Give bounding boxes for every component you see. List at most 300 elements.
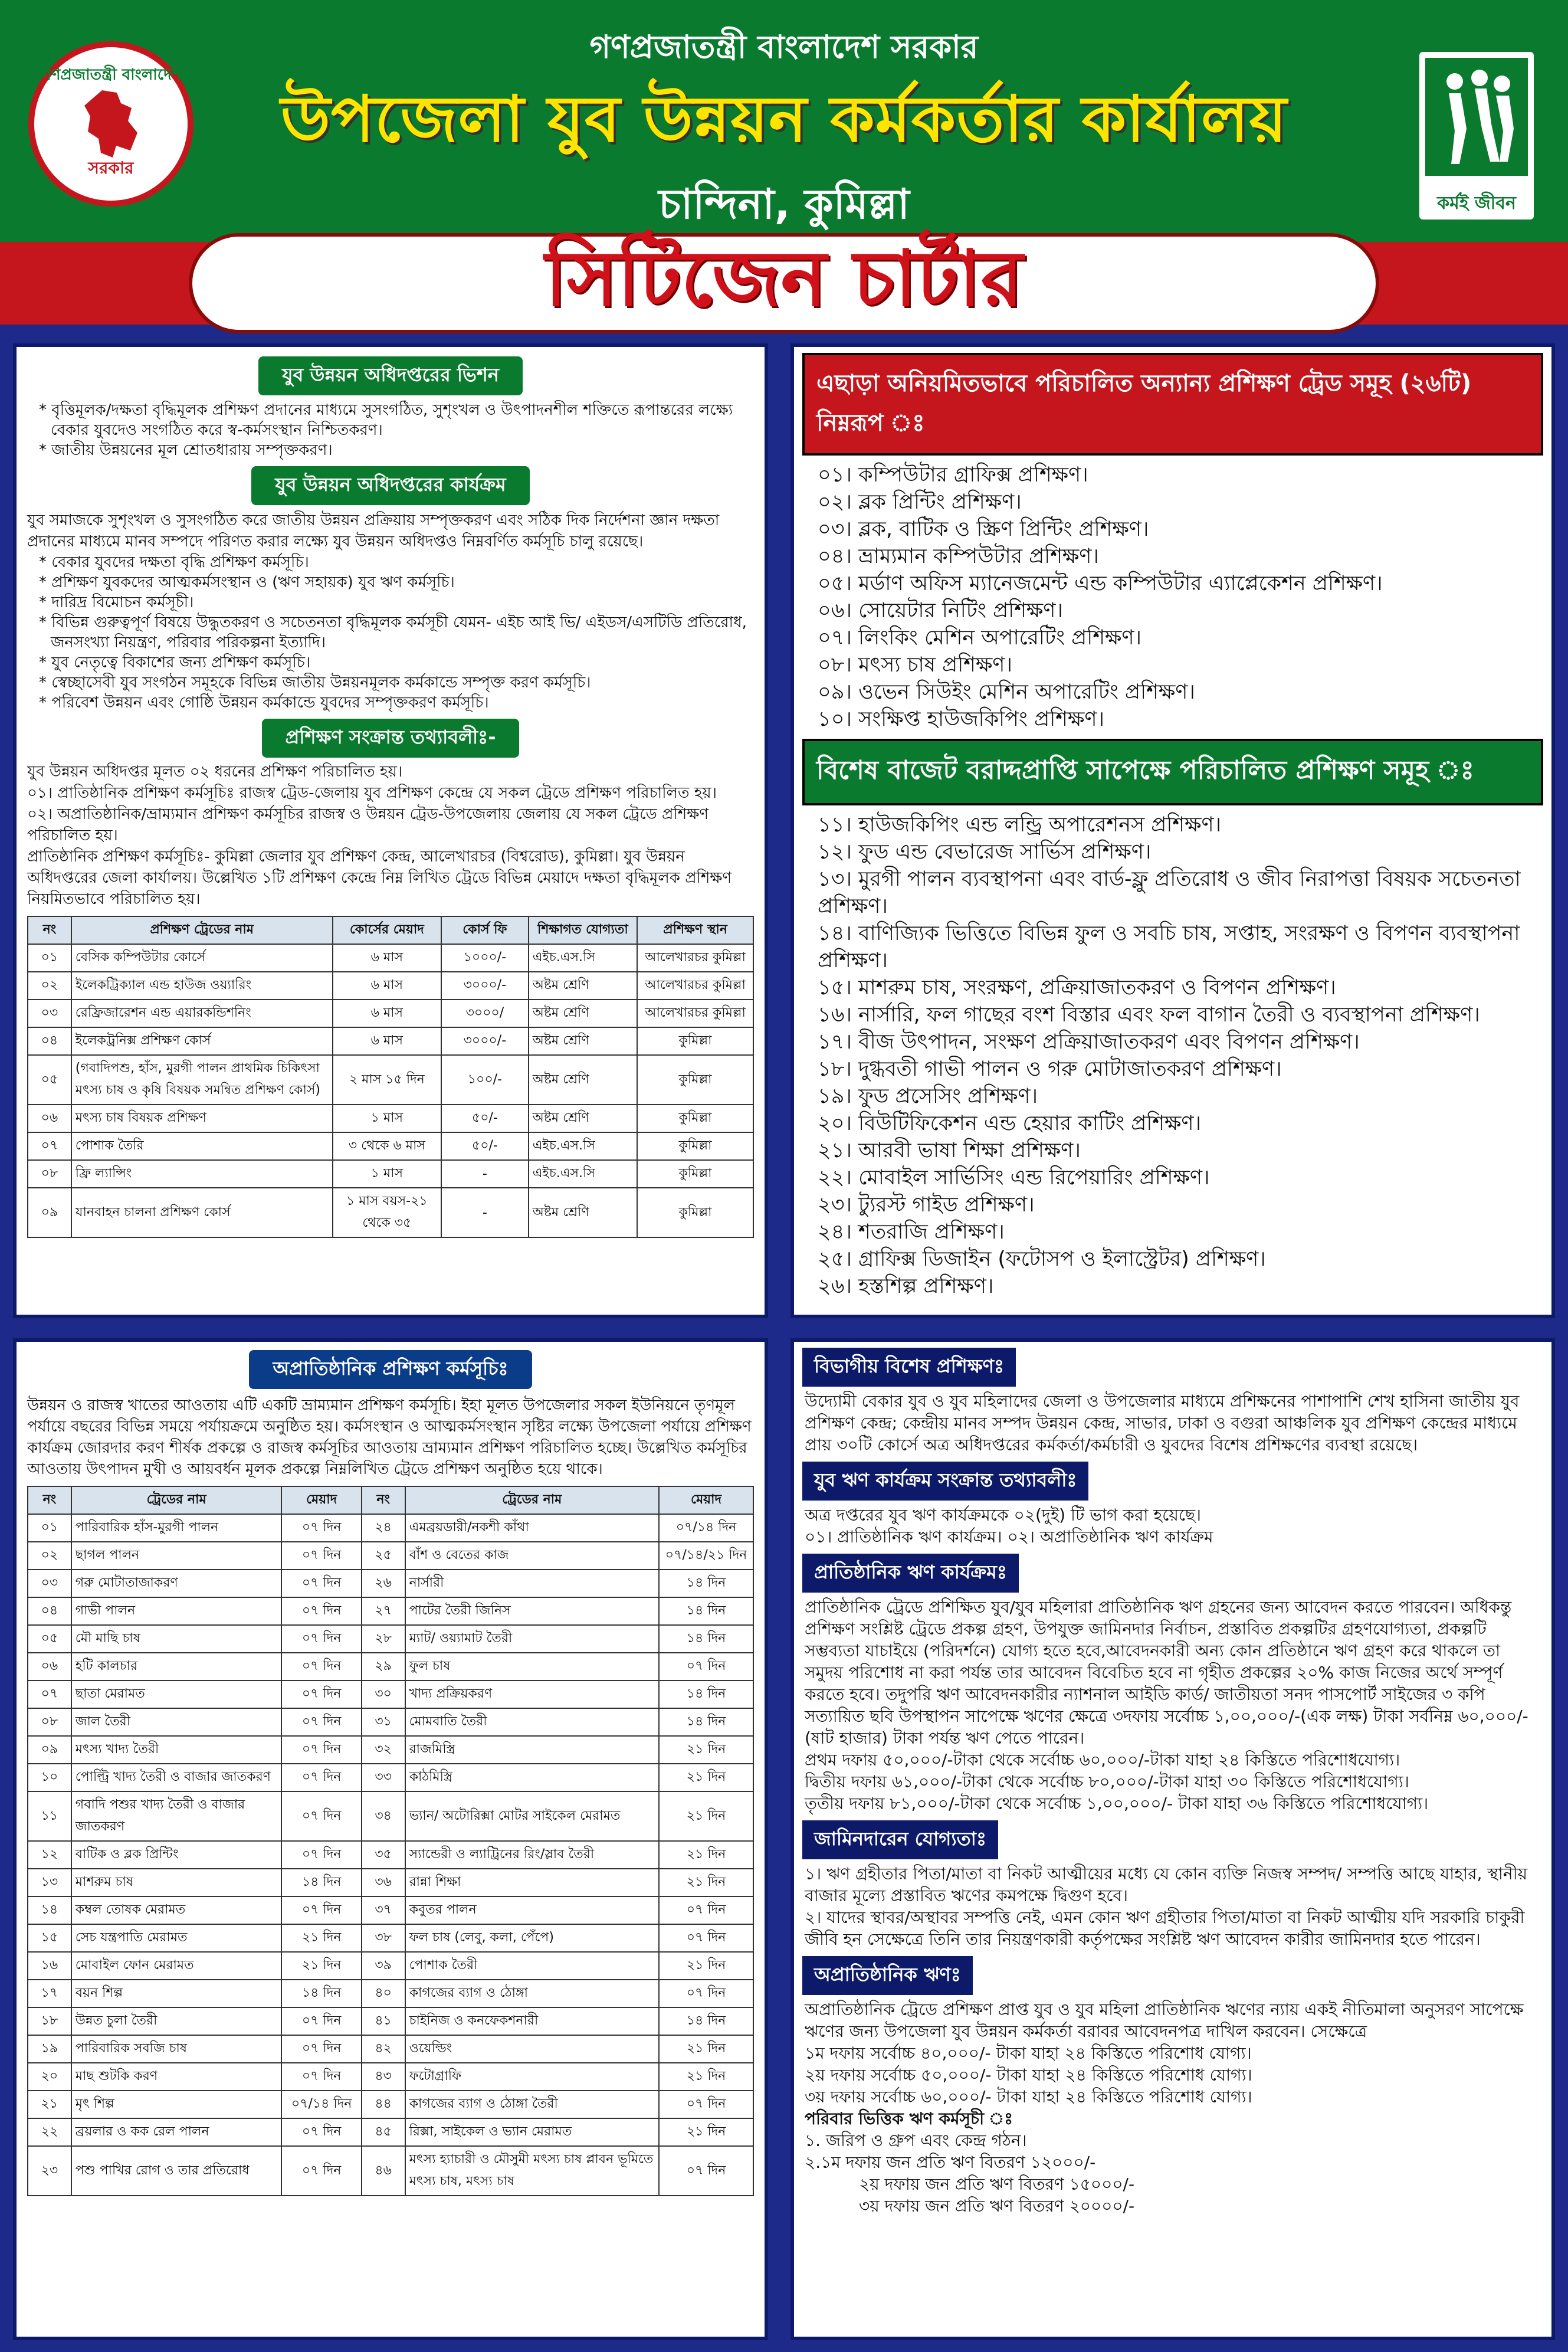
table-cell: মাছ শুটকি করণ <box>71 2063 282 2091</box>
trade-item: ০৮। মৎস্য চাষ প্রশিক্ষণ। <box>818 653 1012 677</box>
table-cell: ০৫ <box>28 1055 71 1105</box>
table-cell: ফল চাষ (লেবু, কলা, পেঁপে) <box>405 1924 660 1952</box>
guarantor-line: ১। ঋণ গ্রহীতার পিতা/মাতা বা নিকট আত্মীয়ের মধ্যে যে কোন ব্যক্তি নিজস্ব সম্পদ/ সম্পত্তি আছে যাহার, স্থানীয় বাজার মূল্যে প্রস্তাবিত ঋণের কমপক্ষে দ্বিগুণ হবে। <box>805 1864 1528 1905</box>
table-cell: কম্বল তোষক মেরামত <box>71 1896 282 1924</box>
special-training-item: ২৪। শতরাজি প্রশিক্ষণ। <box>818 1220 1005 1244</box>
table-cell: এইচ.এস.সি <box>529 1132 638 1160</box>
program-item: * বিভিন্ন গুরুত্বপূর্ণ বিষয়ে উদ্ধুতকরণ ও সচেতনতা বৃদ্ধিমূলক কর্মসূচী যেমন- এইচ আই ভি/ এইডস/এসটিডি প্রতিরোধ, জনসংখ্যা নিয়ন্ত্রণ, পরিবার পরিকল্পনা ইত্যাদি। <box>39 614 747 651</box>
citizen-charter-title: সিটিজেন চার্টার <box>544 233 1024 323</box>
table-row <box>28 1105 753 1132</box>
table-cell: ৩৯ <box>362 1952 405 1980</box>
table-cell: ০২ <box>28 972 71 1000</box>
table-row <box>28 1132 753 1160</box>
table-row <box>28 1708 753 1736</box>
table-row <box>28 1160 753 1188</box>
table-cell: স্যান্ডেরী ও ল্যাট্রিনের রিং/স্লাব তৈরী <box>405 1841 660 1869</box>
table-row <box>28 1869 753 1896</box>
table-cell: ০৭ দিন <box>281 1570 361 1597</box>
table-cell: ৫০/- <box>441 1105 529 1132</box>
table-cell: মোবাইল ফোন মেরামত <box>71 1952 282 1980</box>
col-header: নং <box>28 916 71 944</box>
table-cell: ৬ মাস <box>333 1027 442 1055</box>
vision-item: * বৃত্তিমূলক/দক্ষতা বৃদ্ধিমূলক প্রশিক্ষণ প্রদানের মাধ্যমে সুসংগঠিত, সুশৃংখল ও উৎপাদনশীল শক্তিতে রূপান্তরের লক্ষ্যে বেকার যুবদেও সংগঠিত করে স্ব-কর্মসংস্থান নিশ্চিতকরণ। <box>39 401 733 439</box>
table-cell: ১৪ দিন <box>659 1708 753 1736</box>
table-header-row <box>28 1486 753 1514</box>
table-row <box>28 1625 753 1653</box>
institutional-loan-line: তৃতীয় দফায় ৮১,০০০/-টাকা থেকে সর্বোচ্চ ১,০০,০০০/- টাকা যাহা ৩৬ কিস্তিতে পরিশোধযোগ্য। <box>805 1794 1429 1813</box>
training-info-line: যুব উন্নয়ন অধিদপ্তর মূলত ০২ ধরনের প্রশিক্ষণ পরিচালিত হয়। <box>27 763 403 781</box>
table-cell: গাভী পালন <box>71 1597 282 1625</box>
table-row <box>28 972 753 1000</box>
table-cell: ০৭ দিন <box>281 1736 361 1764</box>
table-cell: রাজমিস্ত্রি <box>405 1736 660 1764</box>
table-cell: ১৫ <box>28 1924 71 1952</box>
trade-item: ০৩। ব্লক, বাটিক ও স্ক্রিণ প্রিন্টিং প্রশিক্ষণ। <box>818 517 1149 541</box>
family-loan-line: ২.১ম দফায় জন প্রতি ঋণ বিতরণ ১২০০০/- <box>805 2153 1096 2172</box>
table-cell: ০৭ দিন <box>281 1708 361 1736</box>
table-cell: ২০ <box>28 2063 71 2091</box>
table-cell: পোশাক তৈরী <box>405 1952 660 1980</box>
table-cell: ৩৩ <box>362 1764 405 1791</box>
table-cell: কুমিল্লা <box>637 1188 753 1237</box>
special-training-item: ১৩। মুরগী পালন ব্যবস্থাপনা এবং বার্ড-ফ্লু প্রতিরোধ ও জীব নিরাপত্তা বিষয়ক সচেতনতা প্রশিক্ষণ। <box>818 867 1521 918</box>
special-training-item: ১১। হাউজকিপিং এন্ড লন্ড্রি অপারেশনস প্রশিক্ষণ। <box>818 813 1222 837</box>
col-header: ট্রেডের নাম <box>71 1486 282 1514</box>
table-cell: ৩২ <box>362 1736 405 1764</box>
table-cell: ১৯ <box>28 2035 71 2063</box>
youth-loan-info-line: অত্র দপ্তরের যুব ঋণ কার্যক্রমকে ০২(দুই) টি ভাগ করা হয়েছে। <box>805 1505 1202 1525</box>
table-cell: - <box>441 1160 529 1188</box>
table-cell: ৪৬ <box>362 2146 405 2196</box>
table-cell: ছাতা মেরামত <box>71 1681 282 1708</box>
table-cell: ইলেকট্রনিক্স প্রশিক্ষণ কোর্স <box>71 1027 333 1055</box>
table-cell: ১৪ <box>28 1896 71 1924</box>
table-cell: ১ মাস <box>333 1105 442 1132</box>
table-cell: ১০০/- <box>441 1055 529 1105</box>
col-header: শিক্ষাগত যোগ্যতা <box>529 916 638 944</box>
table-cell: কাগজের ব্যাগ ও ঠোঙ্গা <box>405 1980 660 2007</box>
table-cell: ০২ <box>28 1542 71 1570</box>
table-cell: রেফ্রিজারেশন এন্ড এয়ারকন্ডিশনিং <box>71 1000 333 1027</box>
vision-item: * জাতীয় উন্নয়নের মূল শ্রোতধারায় সম্পৃক্তকরণ। <box>39 441 333 459</box>
program-item: * বেকার যুবদের দক্ষতা বৃদ্ধি প্রশিক্ষণ কর্মসূচি। <box>39 553 309 571</box>
table-cell: ফ্রি ল্যান্সিং <box>71 1160 333 1188</box>
table-cell: ০৬ <box>28 1653 71 1681</box>
table-cell: ১০০০/- <box>441 944 529 972</box>
table-cell: ৪৫ <box>362 2118 405 2146</box>
table-row <box>28 2063 753 2091</box>
table-cell: ১ মাস বয়স-২১ থেকে ৩৫ <box>333 1188 442 1237</box>
table-cell: বাঁশ ও বেতের কাজ <box>405 1542 660 1570</box>
table-cell: ৫০/- <box>441 1132 529 1160</box>
table-cell: খাদ্য প্রক্রিয়করণ <box>405 1681 660 1708</box>
table-cell: মৌ মাছি চাষ <box>71 1625 282 1653</box>
table-cell: গবাদি পশুর খাদ্য তৈরী ও বাজার জাতকরণ <box>71 1791 282 1841</box>
table-row <box>28 2035 753 2063</box>
table-cell: ৩৪ <box>362 1791 405 1841</box>
table-cell: ৪১ <box>362 2007 405 2035</box>
table-cell: ০৭ দিন <box>659 1980 753 2007</box>
table-cell: ০৭ দিন <box>281 1681 361 1708</box>
table-cell: অষ্টম শ্রেণি <box>529 1055 638 1105</box>
table-cell: আলেখারচর কুমিল্লা <box>637 944 753 972</box>
table-cell: পোল্ট্রি খাদ্য তৈরী ও বাজার জাতকরণ <box>71 1764 282 1791</box>
table-cell: ৩০০০/- <box>441 972 529 1000</box>
table-cell: ২৬ <box>362 1570 405 1597</box>
table-cell: ১৮ <box>28 2007 71 2035</box>
mobile-training-table <box>27 1486 754 2196</box>
table-row <box>28 1681 753 1708</box>
table-cell: ৩৮ <box>362 1924 405 1952</box>
table-row <box>28 1896 753 1924</box>
table-cell: ৩১ <box>362 1708 405 1736</box>
table-header-row <box>28 916 753 944</box>
irregular-trades-title: এছাড়া অনিয়মিতভাবে পরিচালিত অন্যান্য প্রশিক্ষণ ট্রেড সমূহ (২৬টি) নিম্নরূপ ঃ <box>802 353 1543 456</box>
table-cell: ০৭/১৪ দিন <box>659 1514 753 1542</box>
table-cell: ০৭/১৪/২১ দিন <box>659 1542 753 1570</box>
table-cell: ১৪ দিন <box>659 1681 753 1708</box>
non-institutional-loan-line: ২য় দফায় সর্বোচ্চ ৫০,০০০/- টাকা যাহা ২৪ কিস্তিতে পরিশোধ যোগ্য। <box>805 2065 1252 2085</box>
table-cell: ০৬ <box>28 1105 71 1132</box>
special-training-item: ১৬। নার্সারি, ফল গাছের বংশ বিস্তার এবং ফল বাগান তৈরী ও ব্যবস্থাপনা প্রশিক্ষণ। <box>818 1003 1480 1027</box>
table-cell: ২১ দিন <box>659 2035 753 2063</box>
non-institutional-intro: উন্নয়ন ও রাজস্ব খাতের আওতায় এটি একটি ভ্রাম্যমান প্রশিক্ষণ কর্মসূচি। ইহা মূলত উপজেলার সকল ইউনিয়নে তৃণমূল পর্যায়ে বছরের বিভিন্ন সময়ে পর্যায়ক্রমে অনুষ্ঠিত হয়। কর্মসংস্থান ও আত্মকর্মসংস্থান সৃষ্টির লক্ষ্যে উপজেলা পর্যায়ে প্রশিক্ষণ কার্যক্রম জোরদার করণ শীর্ষক প্রকল্পে ও রাজস্ব কর্মসূচির আওতায় ভ্রাম্যমান প্রশিক্ষণ পরিচালিত হচ্ছে। উল্লেখিত কর্মসূচির আওতায় উৎপাদন মুখী ও আয়বর্ধন মূলক প্রকল্পে নিম্নলিখিত ট্রেডে প্রশিক্ষণ অনুষ্ঠিত হয়ে থাকে। <box>27 1397 752 1478</box>
institutional-loan-line: দ্বিতীয় দফায় ৬১,০০০/-টাকা থেকে সর্বোচ্চ ৮০,০০০/-টাকা যাহা ৩০ কিস্তিতে পরিশোধযোগ্য। <box>805 1772 1409 1791</box>
table-cell: ০৭ দিন <box>659 2146 753 2196</box>
table-cell: ২১ দিন <box>659 1791 753 1841</box>
table-row <box>28 1514 753 1542</box>
table-cell: অষ্টম শ্রেণি <box>529 1188 638 1237</box>
table-cell: ০৭ দিন <box>281 1597 361 1625</box>
table-row <box>28 1841 753 1869</box>
training-info-line: ০১। প্রাতিষ্ঠানিক প্রশিক্ষণ কর্মসূচিঃ রাজস্ব ট্রেড-জেলায় যুব প্রশিক্ষণ কেন্দ্রে যে সকল ট্রেডে প্রশিক্ষণ পরিচালিত হয়। <box>27 784 717 802</box>
special-training-item: ১৯। ফুড প্রসেসিং প্রশিক্ষণ। <box>818 1085 1038 1108</box>
institutional-loan-title: প্রাতিষ্ঠানিক ঋণ কার্যক্রমঃ <box>802 1554 1019 1593</box>
table-cell: নার্সারী <box>405 1570 660 1597</box>
table-cell: ০৭ দিন <box>281 1653 361 1681</box>
table-cell: ২১ দিন <box>659 1952 753 1980</box>
table-cell: পোশাক তৈরি <box>71 1132 333 1160</box>
logo-caption: কর্মই জীবন <box>1437 193 1516 214</box>
table-row <box>28 2091 753 2118</box>
table-row <box>28 1736 753 1764</box>
table-cell: ০৩ <box>28 1570 71 1597</box>
table-cell: অষ্টম শ্রেণি <box>529 972 638 1000</box>
table-cell: চাইনিজ ও কনফেকশনারী <box>405 2007 660 2035</box>
non-institutional-loan-line: ১ম দফায় সর্বোচ্চ ৪০,০০০/- টাকা যাহা ২৪ কিস্তিতে পরিশোধ যোগ্য। <box>805 2043 1252 2063</box>
loan-panel <box>790 1338 1555 2340</box>
table-cell: ৩০০০/ <box>441 1000 529 1027</box>
training-info-line: প্রাতিষ্ঠানিক প্রশিক্ষণ কর্মসূচিঃ- কুমিল্লা জেলার যুব প্রশিক্ষণ কেন্দ্র, আলেখারচর (বিশ্বরোড), কুমিল্লা। যুব উন্নয়ন অধিদপ্তরের জেলা কার্যালয়। উল্লেখিত ১টি প্রশিক্ষণ কেন্দ্রে নিম্ন লিখিত ট্রেডে বিভিন্ন মেয়াদে দক্ষতা বৃদ্ধিমূলক প্রশিক্ষণ নিয়মিতভাবে পরিচালিত হয়। <box>27 848 732 908</box>
trade-item: ০২। ব্লক প্রিন্টিং প্রশিক্ষণ। <box>818 490 1022 514</box>
guarantor-line: ২। যাদের স্থাবর/অস্থাবর সম্পত্তি নেই, এমন কোন ঋণ গ্রহীতার পিতা/মাতা বা নিকট আত্মীয় যদি সরকারি চাকুরী জীবি হন সেক্ষেত্রে তিনি তার নিয়ন্ত্রণকারী কর্তৃপক্ষের সংশ্লিষ্ট ঋণ আবেদন কারীর জামিনদার হতে পারেন। <box>805 1908 1525 1949</box>
table-cell: ২২ <box>28 2118 71 2146</box>
table-cell: ০৭ দিন <box>281 2035 361 2063</box>
table-cell: ০৭ দিন <box>281 2007 361 2035</box>
table-cell: মাশরুম চাষ <box>71 1869 282 1896</box>
special-training-item: ১৫। মাশরুম চাষ, সংরক্ষণ, প্রক্রিয়াজাতকরণ ও বিপণন প্রশিক্ষণ। <box>818 976 1336 1000</box>
table-cell: কুমিল্লা <box>637 1055 753 1105</box>
table-cell: ৩০ <box>362 1681 405 1708</box>
table-cell: ০৭/১৪ দিন <box>281 2091 361 2118</box>
table-cell: এইচ.এস.সি <box>529 1160 638 1188</box>
table-cell: ১৪ দিন <box>281 1980 361 2007</box>
table-cell: ৪৩ <box>362 2063 405 2091</box>
trade-item: ০৬। সোয়েটার নিটিং প্রশিক্ষণ। <box>818 599 1063 623</box>
table-cell: ম্যাট/ ওয়্যামাট তৈরী <box>405 1625 660 1653</box>
vision-programs-panel <box>13 343 768 1318</box>
institutional-loan-line: প্রথম দফায় ৫০,০০০/-টাকা থেকে সর্বোচ্চ ৬০,০০০/-টাকা যাহা ২৪ কিস্তিতে পরিশোধযোগ্য। <box>805 1750 1400 1770</box>
program-item: * যুব নেতৃত্বে বিকাশের জন্য প্রশিক্ষণ কর্মসূচি। <box>39 654 311 671</box>
table-cell: অষ্টম শ্রেণি <box>529 1027 638 1055</box>
table-cell: ৩৬ <box>362 1869 405 1896</box>
table-cell: ৪২ <box>362 2035 405 2063</box>
non-institutional-loan-text: অপ্রাতিষ্ঠানিক ট্রেডে প্রশিক্ষণ প্রাপ্ত যুব ও যুব মহিলা প্রাতিষ্ঠানিক ঋণের ন্যায় একই নীতিমালা অনুসরণ সাপেক্ষে ঋণের জন্য উপজেলা যুব উন্নয়ন কর্মকর্তা বরাবর আবেদনপত্র দাখিল করবেন। সেক্ষেত্রে <box>805 2000 1524 2041</box>
non-institutional-loan-title: অপ্রাতিষ্ঠানিক ঋণঃ <box>802 1956 973 1995</box>
table-cell: কুমিল্লা <box>637 1132 753 1160</box>
table-cell: ০৭ দিন <box>659 1896 753 1924</box>
youth-figures-icon <box>1425 58 1528 176</box>
training-info-line: ০২। অপ্রাতিষ্ঠানিক/ভ্রাম্যমান প্রশিক্ষণ কর্মসূচির রাজস্ব ও উন্নয়ন ট্রেড-উপজেলায় জেলায় যে সকল ট্রেডে প্রশিক্ষণ পরিচালিত হয়। <box>27 805 709 844</box>
table-cell: ০১ <box>28 1514 71 1542</box>
table-cell: ০৭ <box>28 1132 71 1160</box>
table-cell: ০৭ দিন <box>281 1514 361 1542</box>
header <box>0 0 1568 323</box>
table-cell: ২১ দিন <box>659 1841 753 1869</box>
table-cell: ০৭ দিন <box>281 1625 361 1653</box>
table-cell: মৎস্য চাষ বিষয়ক প্রশিক্ষণ <box>71 1105 333 1132</box>
table-row <box>28 1542 753 1570</box>
program-intro: যুব সমাজকে সুশৃংখল ও সুসংগঠিত করে জাতীয় উন্নয়ন প্রক্রিয়ায় সম্পৃক্তকরণ এবং সঠিক দিক নির্দেশনা জ্ঞান দক্ষতা প্রদানের মাধ্যমে মানব সম্পদে পরিণত করার লক্ষ্যে যুব উন্নয়ন অধিদপ্তও নিম্নবর্ণিত কর্মসূচি চালু রয়েছে। <box>27 512 720 551</box>
table-cell: ০৪ <box>28 1027 71 1055</box>
emblem-top-text: গণপ্রজাতন্ত্রী বাংলাদেশ <box>41 66 181 84</box>
table-cell: ৬ মাস <box>333 972 442 1000</box>
special-training-item: ২০। বিউটিফিকেশন এন্ড হেয়ার কাটিং প্রশিক্ষণ। <box>818 1112 1202 1135</box>
table-cell: কুমিল্লা <box>637 1027 753 1055</box>
table-cell: মৎস্য হ্যাচারী ও মৌসুমী মৎস্য চাষ প্লাবন ভূমিতে মৎস্য চাষ, মৎস্য চাষ <box>405 2146 660 2196</box>
table-row <box>28 1000 753 1027</box>
table-cell: যানবাহন চালনা প্রশিক্ষণ কোর্স <box>71 1188 333 1237</box>
family-loan-line: ১. জরিপ ও গ্রুপ এবং কেন্দ্র গঠন। <box>805 2131 1027 2150</box>
col-header: প্রশিক্ষণ ট্রেডের নাম <box>71 916 333 944</box>
table-cell: ০৭ দিন <box>659 1653 753 1681</box>
trade-item: ০৭। লিংকিং মেশিন অপারেটিং প্রশিক্ষণ। <box>818 626 1142 650</box>
table-cell: ৩৭ <box>362 1896 405 1924</box>
table-cell: পারিবারিক হাঁস-মুরগী পালন <box>71 1514 282 1542</box>
table-cell: ১৪ দিন <box>281 1869 361 1896</box>
table-row <box>28 2007 753 2035</box>
table-cell: ০৮ <box>28 1160 71 1188</box>
table-cell: ওয়েল্ডিং <box>405 2035 660 2063</box>
trade-item: ০১। কম্পিউটার গ্রাফিক্স প্রশিক্ষণ। <box>818 463 1088 487</box>
table-row <box>28 1764 753 1791</box>
col-header: কোর্স ফি <box>441 916 529 944</box>
table-cell: ২১ দিন <box>659 1736 753 1764</box>
table-cell: হটি কালচার <box>71 1653 282 1681</box>
col-header: মেয়াদ <box>281 1486 361 1514</box>
program-item: * স্বেচ্ছাসেবী যুব সংগঠন সমূহকে বিভিন্ন জাতীয় উন্নয়নমূলক কর্মকান্ডে সম্পৃক্ত করণ কর্মসূচি। <box>39 674 591 692</box>
table-cell: ১৪ দিন <box>659 2007 753 2035</box>
special-trainings-list <box>794 811 1551 1300</box>
special-training-item: ২৬। হস্তশিল্প প্রশিক্ষণ। <box>818 1275 994 1298</box>
table-cell: ০৭ দিন <box>659 2091 753 2118</box>
office-location: চান্দিনা, কুমিল্লা <box>658 180 910 228</box>
program-item: * দারিদ্র বিমোচন কর্মসূচী। <box>39 594 194 611</box>
table-row <box>28 1653 753 1681</box>
table-cell: গরু মোটাতাজাকরণ <box>71 1570 282 1597</box>
table-cell: জাল তৈরী <box>71 1708 282 1736</box>
family-loan-line: ৩য় দফায় জন প্রতি ঋণ বিতরণ ২০০০০/- <box>859 2196 1135 2216</box>
table-cell: ০৭ দিন <box>281 1764 361 1791</box>
trade-item: ১০। সংক্ষিপ্ত হাউজকিপিং প্রশিক্ষণ। <box>818 707 1105 731</box>
table-row <box>28 1980 753 2007</box>
youth-loan-info-line: ০১। প্রাতিষ্ঠানিক ঋণ কার্যক্রম। ০২। অপ্রাতিষ্ঠানিক ঋণ কার্যক্রম <box>805 1527 1213 1547</box>
special-training-item: ১৪। বাণিজ্যিক ভিত্তিতে বিভিন্ন ফুল ও সবচি চাষ, সপ্তাহ, সংরক্ষণ ও বিপণন ব্যবস্থাপনা প্রশিক্ষণ। <box>818 922 1520 972</box>
table-cell: ৪০ <box>362 1980 405 2007</box>
office-title: উপজেলা যুব উন্নয়ন কর্মকর্তার কার্যালয় <box>280 83 1288 156</box>
table-cell: কাগজের ব্যাগ ও ঠোঙ্গা তৈরী <box>405 2091 660 2118</box>
institutional-training-table <box>27 916 754 1238</box>
table-cell: ১৩ <box>28 1869 71 1896</box>
table-row <box>28 1188 753 1237</box>
table-cell: ০৭ দিন <box>281 2118 361 2146</box>
table-cell: ভ্যান/ অটোরিক্সা মোটর সাইকেল মেরামত <box>405 1791 660 1841</box>
table-cell: ইলেকট্রিক্যাল এন্ড হাউজ ওয়্যারিং <box>71 972 333 1000</box>
vision-title: যুব উন্নয়ন অধিদপ্তরের ভিশন <box>258 356 523 395</box>
family-loan-title: পরিবার ভিত্তিক ঋণ কর্মসূচী ঃ <box>805 2109 1013 2128</box>
special-training-item: ২৫। গ্রাফিক্স ডিজাইন (ফটোসপ ও ইলাস্ট্রেটর) প্রশিক্ষণ। <box>818 1247 1266 1271</box>
table-cell: ২১ দিন <box>659 2118 753 2146</box>
trades-panel <box>790 343 1555 1318</box>
table-row <box>28 944 753 972</box>
table-row <box>28 1952 753 1980</box>
col-header: কোর্সের মেয়াদ <box>333 916 442 944</box>
table-cell: ৩৫ <box>362 1841 405 1869</box>
program-item: * প্রশিক্ষণ যুবকদের আত্মকর্মসংস্থান ও (ঋণ সহায়ক) যুব ঋণ কর্মসূচি। <box>39 574 455 591</box>
training-info-title: প্রশিক্ষণ সংক্রান্ত তথ্যাবলীঃ- <box>262 719 520 758</box>
family-loan-line: ২য় দফায় জন প্রতি ঋণ বিতরণ ১৫০০০/- <box>859 2174 1135 2194</box>
special-training-item: ১৭। বীজ উৎপাদন, সংক্ষণ প্রক্রিয়াজাতকরণ এবং বিপণন প্রশিক্ষণ। <box>818 1030 1360 1054</box>
col-header: নং <box>362 1486 405 1514</box>
table-cell: ০৭ <box>28 1681 71 1708</box>
table-row <box>28 1924 753 1952</box>
table-cell: রান্না শিক্ষা <box>405 1869 660 1896</box>
table-cell: উন্নত চুলা তৈরী <box>71 2007 282 2035</box>
table-cell: ৩ থেকে ৬ মাস <box>333 1132 442 1160</box>
table-cell: ১৪ দিন <box>659 1597 753 1625</box>
special-training-item: ২৩। ট্যুরস্ট গাইড প্রশিক্ষণ। <box>818 1193 1035 1217</box>
table-cell: ৩০০০/- <box>441 1027 529 1055</box>
non-institutional-panel <box>13 1338 768 2340</box>
table-row <box>28 2118 753 2146</box>
table-cell: ফুল চাষ <box>405 1653 660 1681</box>
col-header: ট্রেডের নাম <box>405 1486 660 1514</box>
table-row <box>28 1027 753 1055</box>
table-cell: কবুতর পালন <box>405 1896 660 1924</box>
table-cell: ৬ মাস <box>333 944 442 972</box>
table-cell: কুমিল্লা <box>637 1105 753 1132</box>
table-cell: ০৭ দিন <box>281 1542 361 1570</box>
trade-item: ০৪। ভ্রাম্যমান কম্পিউটার প্রশিক্ষণ। <box>818 545 1099 568</box>
special-training-item: ১৮। দুগ্ধবতী গাভী পালন ও গরু মোটাজাতকরণ প্রশিক্ষণ। <box>818 1057 1282 1081</box>
table-row <box>28 2146 753 2196</box>
table-cell: ২১ দিন <box>281 1924 361 1952</box>
table-cell: অষ্টম শ্রেণি <box>529 1105 638 1132</box>
table-cell: পারিবারিক সবজি চাষ <box>71 2035 282 2063</box>
table-cell: ১৪ দিন <box>659 1625 753 1653</box>
table-cell: ০৮ <box>28 1708 71 1736</box>
non-institutional-loan-line: ৩য় দফায় সর্বোচ্চ ৬০,০০০/- টাকা যাহা ২৪ কিস্তিতে পরিশোধ যোগ্য। <box>805 2087 1252 2107</box>
table-cell: এইচ.এস.সি <box>529 944 638 972</box>
table-cell: মোমবাতি তৈরী <box>405 1708 660 1736</box>
col-header: মেয়াদ <box>659 1486 753 1514</box>
table-cell: ১১ <box>28 1791 71 1841</box>
table-cell: বাটিক ও ব্লক প্রিন্টিং <box>71 1841 282 1869</box>
table-cell: ০১ <box>28 944 71 972</box>
table-cell: ১ মাস <box>333 1160 442 1188</box>
table-cell: সেচ যন্ত্রপাতি মেরামত <box>71 1924 282 1952</box>
table-cell: পাটের তৈরী জিনিস <box>405 1597 660 1625</box>
program-item: * পরিবেশ উন্নয়ন এবং গোষ্ঠি উন্নয়ন কর্মকান্ডে যুবদের সম্পৃক্তকরণ কর্মসূচি। <box>39 694 489 712</box>
table-cell: ১০ <box>28 1764 71 1791</box>
departmental-training-text: উদ্যোমী বেকার যুব ও যুব মহিলাদের জেলা ও উপজেলার মাধ্যমে প্রশিক্ষনের পাশাপাশি শেখ হাসিনা জাতীয় যুব প্রশিক্ষণ কেন্দ্র; কেন্দ্রীয় মানব সম্পদ উন্নয়ন কেন্দ্র, সাভার, ঢাকা ও বগুরা আঞ্চলিক যুব প্রশিক্ষণ কেন্দ্রের মাধ্যমে প্রায় ৩০টি কোর্সে অত্র অধিদপ্তরের কর্মকর্তা/কর্মচারী ও যুবদের বিশেষ প্রশিক্ষণের ব্যবস্থা রয়েছে। <box>805 1391 1520 1455</box>
table-cell: ২ মাস ১৫ দিন <box>333 1055 442 1105</box>
government-line: গণপ্রজাতন্ত্রী বাংলাদেশ সরকার <box>589 28 979 65</box>
table-cell: ০৯ <box>28 1736 71 1764</box>
table-cell: ০৭ দিন <box>281 1791 361 1841</box>
table-cell: ২১ দিন <box>281 1952 361 1980</box>
emblem-bottom-text: সরকার <box>88 158 134 178</box>
special-training-item: ২১। আরবী ভাষা শিক্ষা প্রশিক্ষণ। <box>818 1139 1081 1162</box>
table-cell: ২৪ <box>362 1514 405 1542</box>
table-cell: ১৭ <box>28 1980 71 2007</box>
departmental-training-title: বিভাগীয় বিশেষ প্রশিক্ষণঃ <box>802 1348 1016 1387</box>
table-cell: ২৯ <box>362 1653 405 1681</box>
table-cell: ২১ দিন <box>659 2063 753 2091</box>
table-cell: ০৭ দিন <box>281 2146 361 2196</box>
table-cell: ০৭ দিন <box>281 1841 361 1869</box>
table-cell: রিক্সা, সাইকেল ও ভ্যান মেরামত <box>405 2118 660 2146</box>
special-trainings-title: বিশেষ বাজেট বরাদ্দপ্রাপ্তি সাপেক্ষে পরিচালিত প্রশিক্ষণ সমূহ ঃ <box>802 739 1543 805</box>
table-row <box>28 1791 753 1841</box>
table-cell: অষ্টম শ্রেণি <box>529 1000 638 1027</box>
col-header: প্রশিক্ষণ স্থান <box>637 916 753 944</box>
table-cell: মৎস্য খাদ্য তৈরী <box>71 1736 282 1764</box>
irregular-trades-list <box>794 461 1551 733</box>
program-title: যুব উন্নয়ন অধিদপ্তরের কার্যক্রম <box>251 466 529 505</box>
trade-item: ০৯। ওভেন সিউইং মেশিন অপারেটিং প্রশিক্ষণ। <box>818 680 1195 704</box>
table-cell: এমব্রয়ডারী/নকশী কাঁথা <box>405 1514 660 1542</box>
table-row <box>28 1597 753 1625</box>
table-cell: ১৬ <box>28 1952 71 1980</box>
table-cell: ৪৪ <box>362 2091 405 2118</box>
youth-loan-info-title: যুব ঋণ কার্যক্রম সংক্রান্ত তথ্যাবলীঃ <box>802 1462 1088 1501</box>
table-cell: ০৭ দিন <box>281 2063 361 2091</box>
table-row <box>28 1570 753 1597</box>
trade-item: ০৫। মর্ডাণ অফিস ম্যানেজমেন্ট এন্ড কম্পিউটার এ্যাপ্লেকেশন প্রশিক্ষণ। <box>818 572 1383 595</box>
table-cell: কুমিল্লা <box>637 1160 753 1188</box>
table-cell: - <box>441 1188 529 1237</box>
table-cell: আলেখারচর কুমিল্লা <box>637 972 753 1000</box>
table-cell: বেসিক কম্পিউটার কোর্সে <box>71 944 333 972</box>
table-cell: কাঠমিস্ত্রি <box>405 1764 660 1791</box>
special-training-item: ২২। মোবাইল সার্ভিসিং এন্ড রিপেয়ারিং প্রশিক্ষণ। <box>818 1166 1210 1190</box>
table-cell: ০৭ দিন <box>659 1924 753 1952</box>
citizen-charter-banner <box>189 233 1379 333</box>
table-cell: বয়ন শিল্প <box>71 1980 282 2007</box>
youth-logo <box>1415 47 1539 224</box>
table-cell: ২১ <box>28 2091 71 2118</box>
